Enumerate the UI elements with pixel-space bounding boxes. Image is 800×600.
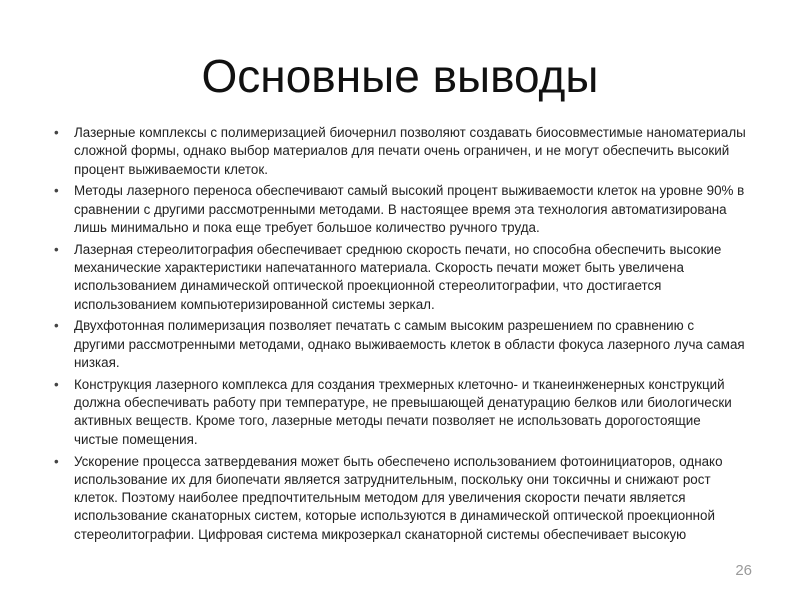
bullet-item: • Ускорение процесса затвердевания может быть обеспечено использованием фотоинициаторов, однако использование их для биопечати является затруднительным, поскольку они токсичны и снижают рост клеток. Поэтому наиболее предпочтительным методом для увеличения скорости печати является использование сканаторных систем, которые используются в динамической оптической проекционной стереолитографии. Цифровая система микрозеркал сканаторной системы обеспечивает высокую [54,453,748,544]
bullet-item: • Двухфотонная полимеризация позволяет печатать с самым высоким разрешением по сравнению с другими рассмотренными методами, однако выживаемость клеток в области фокуса лазерного луча самая низкая. [54,317,748,372]
bullet-item: • Лазерная стереолитография обеспечивает среднюю скорость печати, но способна обеспечить высокие механические характеристики напечатанного материала. Скорость печати может быть увеличена использованием динамической оптической проекционной стереолитографии, что достигается использованием компьютеризированной системы зеркал. [54,241,748,314]
bullet-item: • Методы лазерного переноса обеспечивают самый высокий процент выживаемости клеток на уровне 90% в сравнении с другими рассмотренными методами. В настоящее время эта технология автоматизирована лишь минимально и пока еще требует большое количество ручного труда. [54,182,748,237]
bullet-item: • Лазерные комплексы с полимеризацией биочернил позволяют создавать биосовместимые наноматериалы сложной формы, однако выбор материалов для печати очень ограничен, и не могут обеспечить высокий процент выживаемости клеток. [54,124,748,179]
page-number: 26 [735,562,752,579]
slide-title: Основные выводы [201,50,599,102]
bullet-item: • Конструкция лазерного комплекса для создания трехмерных клеточно- и тканеинженерных конструкций должна обеспечивать работу при температуре, не превышающей денатурацию белков или биологически активных веществ. Кроме того, лазерные методы печати позволяет не использовать дорогостоящие чистые помещения. [54,376,748,449]
bullet-list [54,124,748,548]
